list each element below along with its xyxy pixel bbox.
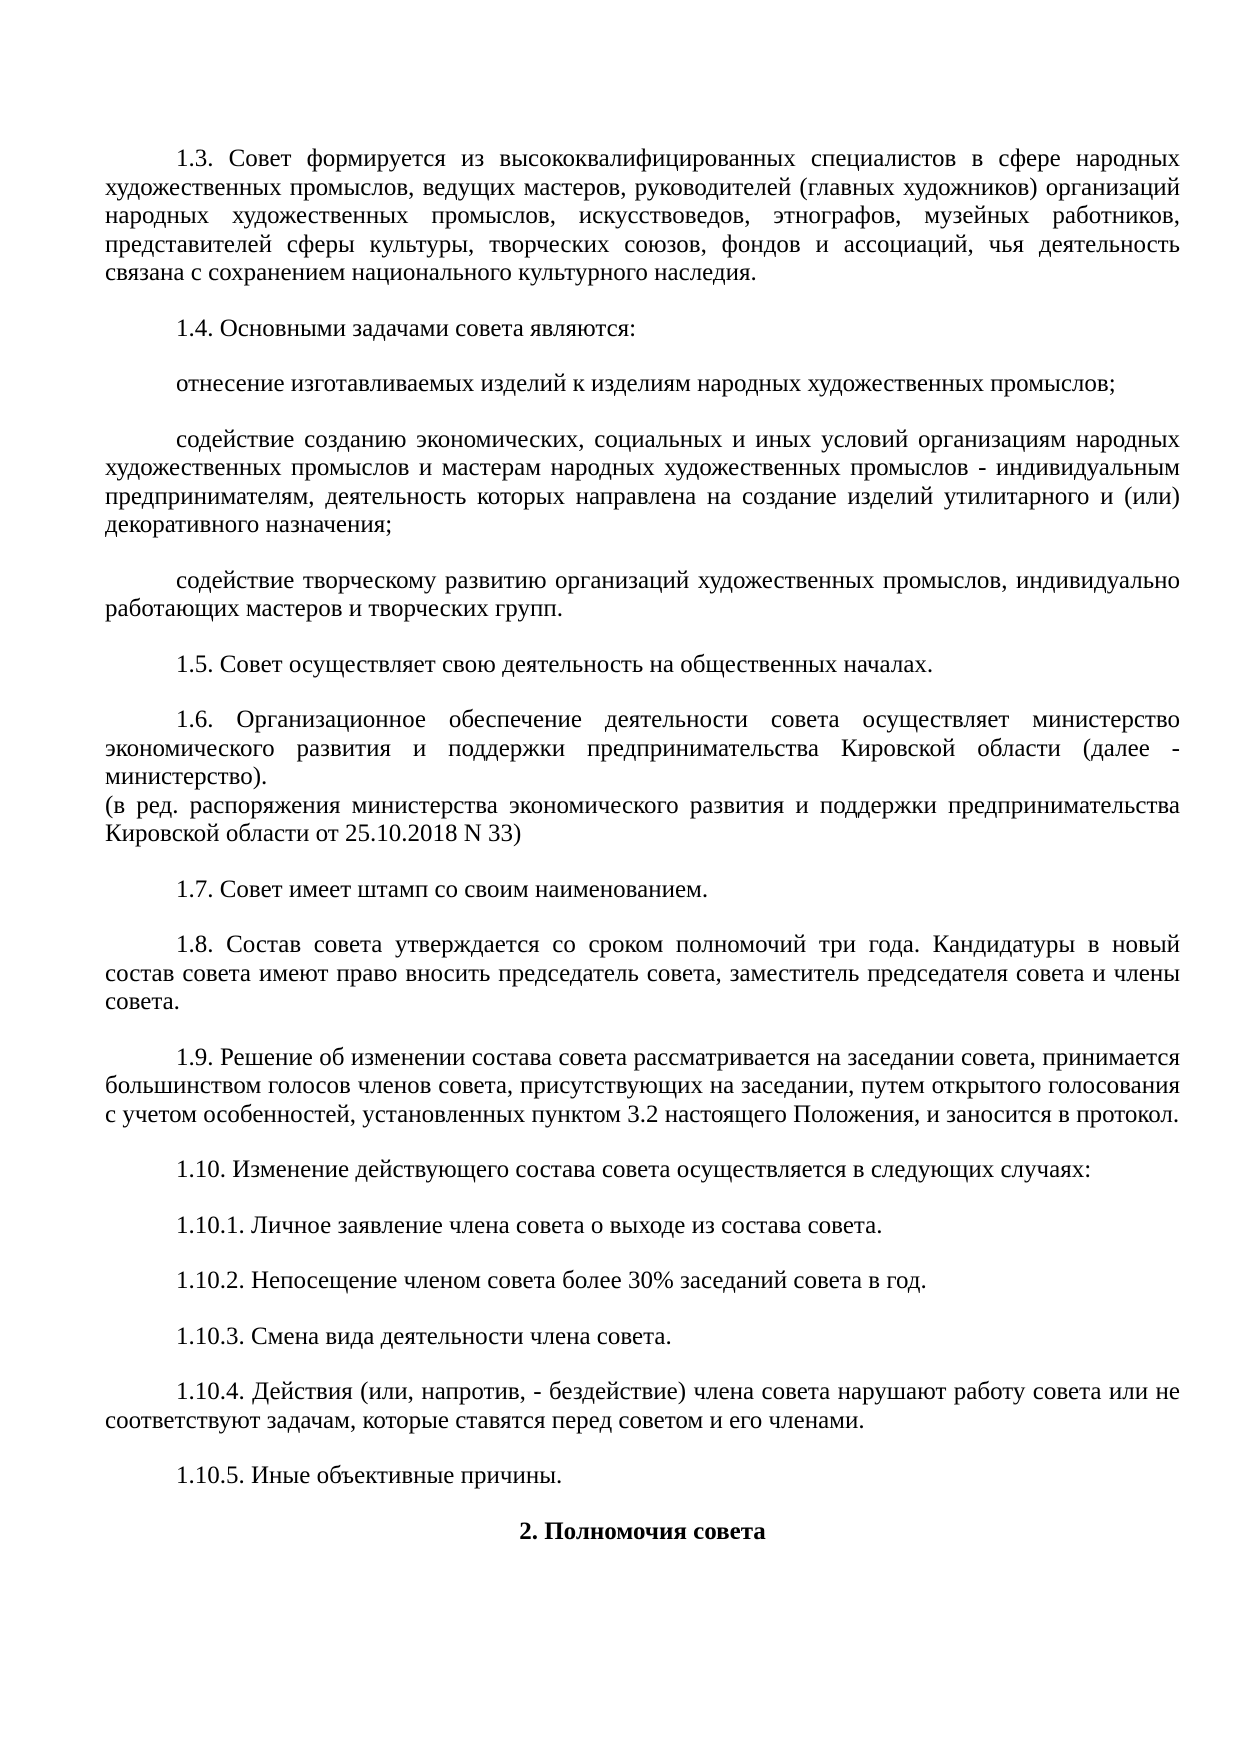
clause-1-4-item-3: содействие творческому развитию организаций художественных промыслов, индивидуально работающих мастеров и творческих групп. [105,566,1180,622]
clause-1-4-item-1: отнесение изготавливаемых изделий к изделиям народных художественных промыслов; [176,370,1116,397]
clause-1-10-1: 1.10.1. Личное заявление члена совета о выходе из состава совета. [176,1211,883,1239]
clause-1-10-3: 1.10.3. Смена вида деятельности члена совета. [176,1322,672,1350]
section-heading-2: 2. Полномочия совета [519,1517,766,1545]
clause-1-8: 1.8. Состав совета утверждается со сроком полномочий три года. Кандидатуры в новый состав совета имеют право вносить председатель совета, заместитель председателя совета и члены совета. [105,931,1180,1015]
clause-1-6-amendment-note: (в ред. распоряжения министерства экономического развития и поддержки предпринимательства Кировской области от 25.10.2018 N 33) [105,791,1180,847]
clause-1-10-5: 1.10.5. Иные объективные причины. [176,1462,563,1489]
clause-1-6: 1.6. Организационное обеспечение деятельности совета осуществляет министерство экономического развития и поддержки предпринимательства Кировской области (далее - министерство). [105,706,1180,790]
clause-1-3: 1.3. Совет формируется из высококвалифицированных специалистов в сфере народных художественных промыслов, ведущих мастеров, руководителей (главных художников) организаций народных художественных промыслов, искусствоведов, этнографов, музейных работников, представителей сферы культуры, творческих союзов, фондов и ассоциаций, чья деятельность связана с сохранением национального культурного наследия. [105,145,1180,286]
clause-1-4-item-2: содействие созданию экономических, социальных и иных условий организациям народных художественных промыслов и мастерам народных художественных промыслов - индивидуальным предпринимателям, деятельность которых направлена на создание изделий утилитарного и (или) декоративного назначения; [105,425,1180,538]
clause-1-10-2: 1.10.2. Непосещение членом совета более 30% заседаний совета в год. [176,1267,927,1294]
clause-1-10: 1.10. Изменение действующего состава совета осуществляется в следующих случаях: [176,1156,1092,1183]
clause-1-4: 1.4. Основными задачами совета являются: [176,314,637,342]
document-body [105,145,1180,1546]
clause-1-7: 1.7. Совет имеет штамп со своим наименованием. [176,875,709,903]
clause-1-5: 1.5. Совет осуществляет свою деятельность на общественных началах. [176,650,934,678]
clause-1-10-4: 1.10.4. Действия (или, напротив, - бездействие) члена совета нарушают работу совета или не соответствуют задачам, которые ставятся перед советом и его членами. [105,1378,1180,1434]
clause-1-9: 1.9. Решение об изменении состава совета рассматривается на заседании совета, принимается большинством голосов членов совета, присутствующих на заседании, путем открытого голосования с учетом особенностей, установленных пунктом 3.2 настоящего Положения, и заносится в протокол. [105,1043,1180,1128]
